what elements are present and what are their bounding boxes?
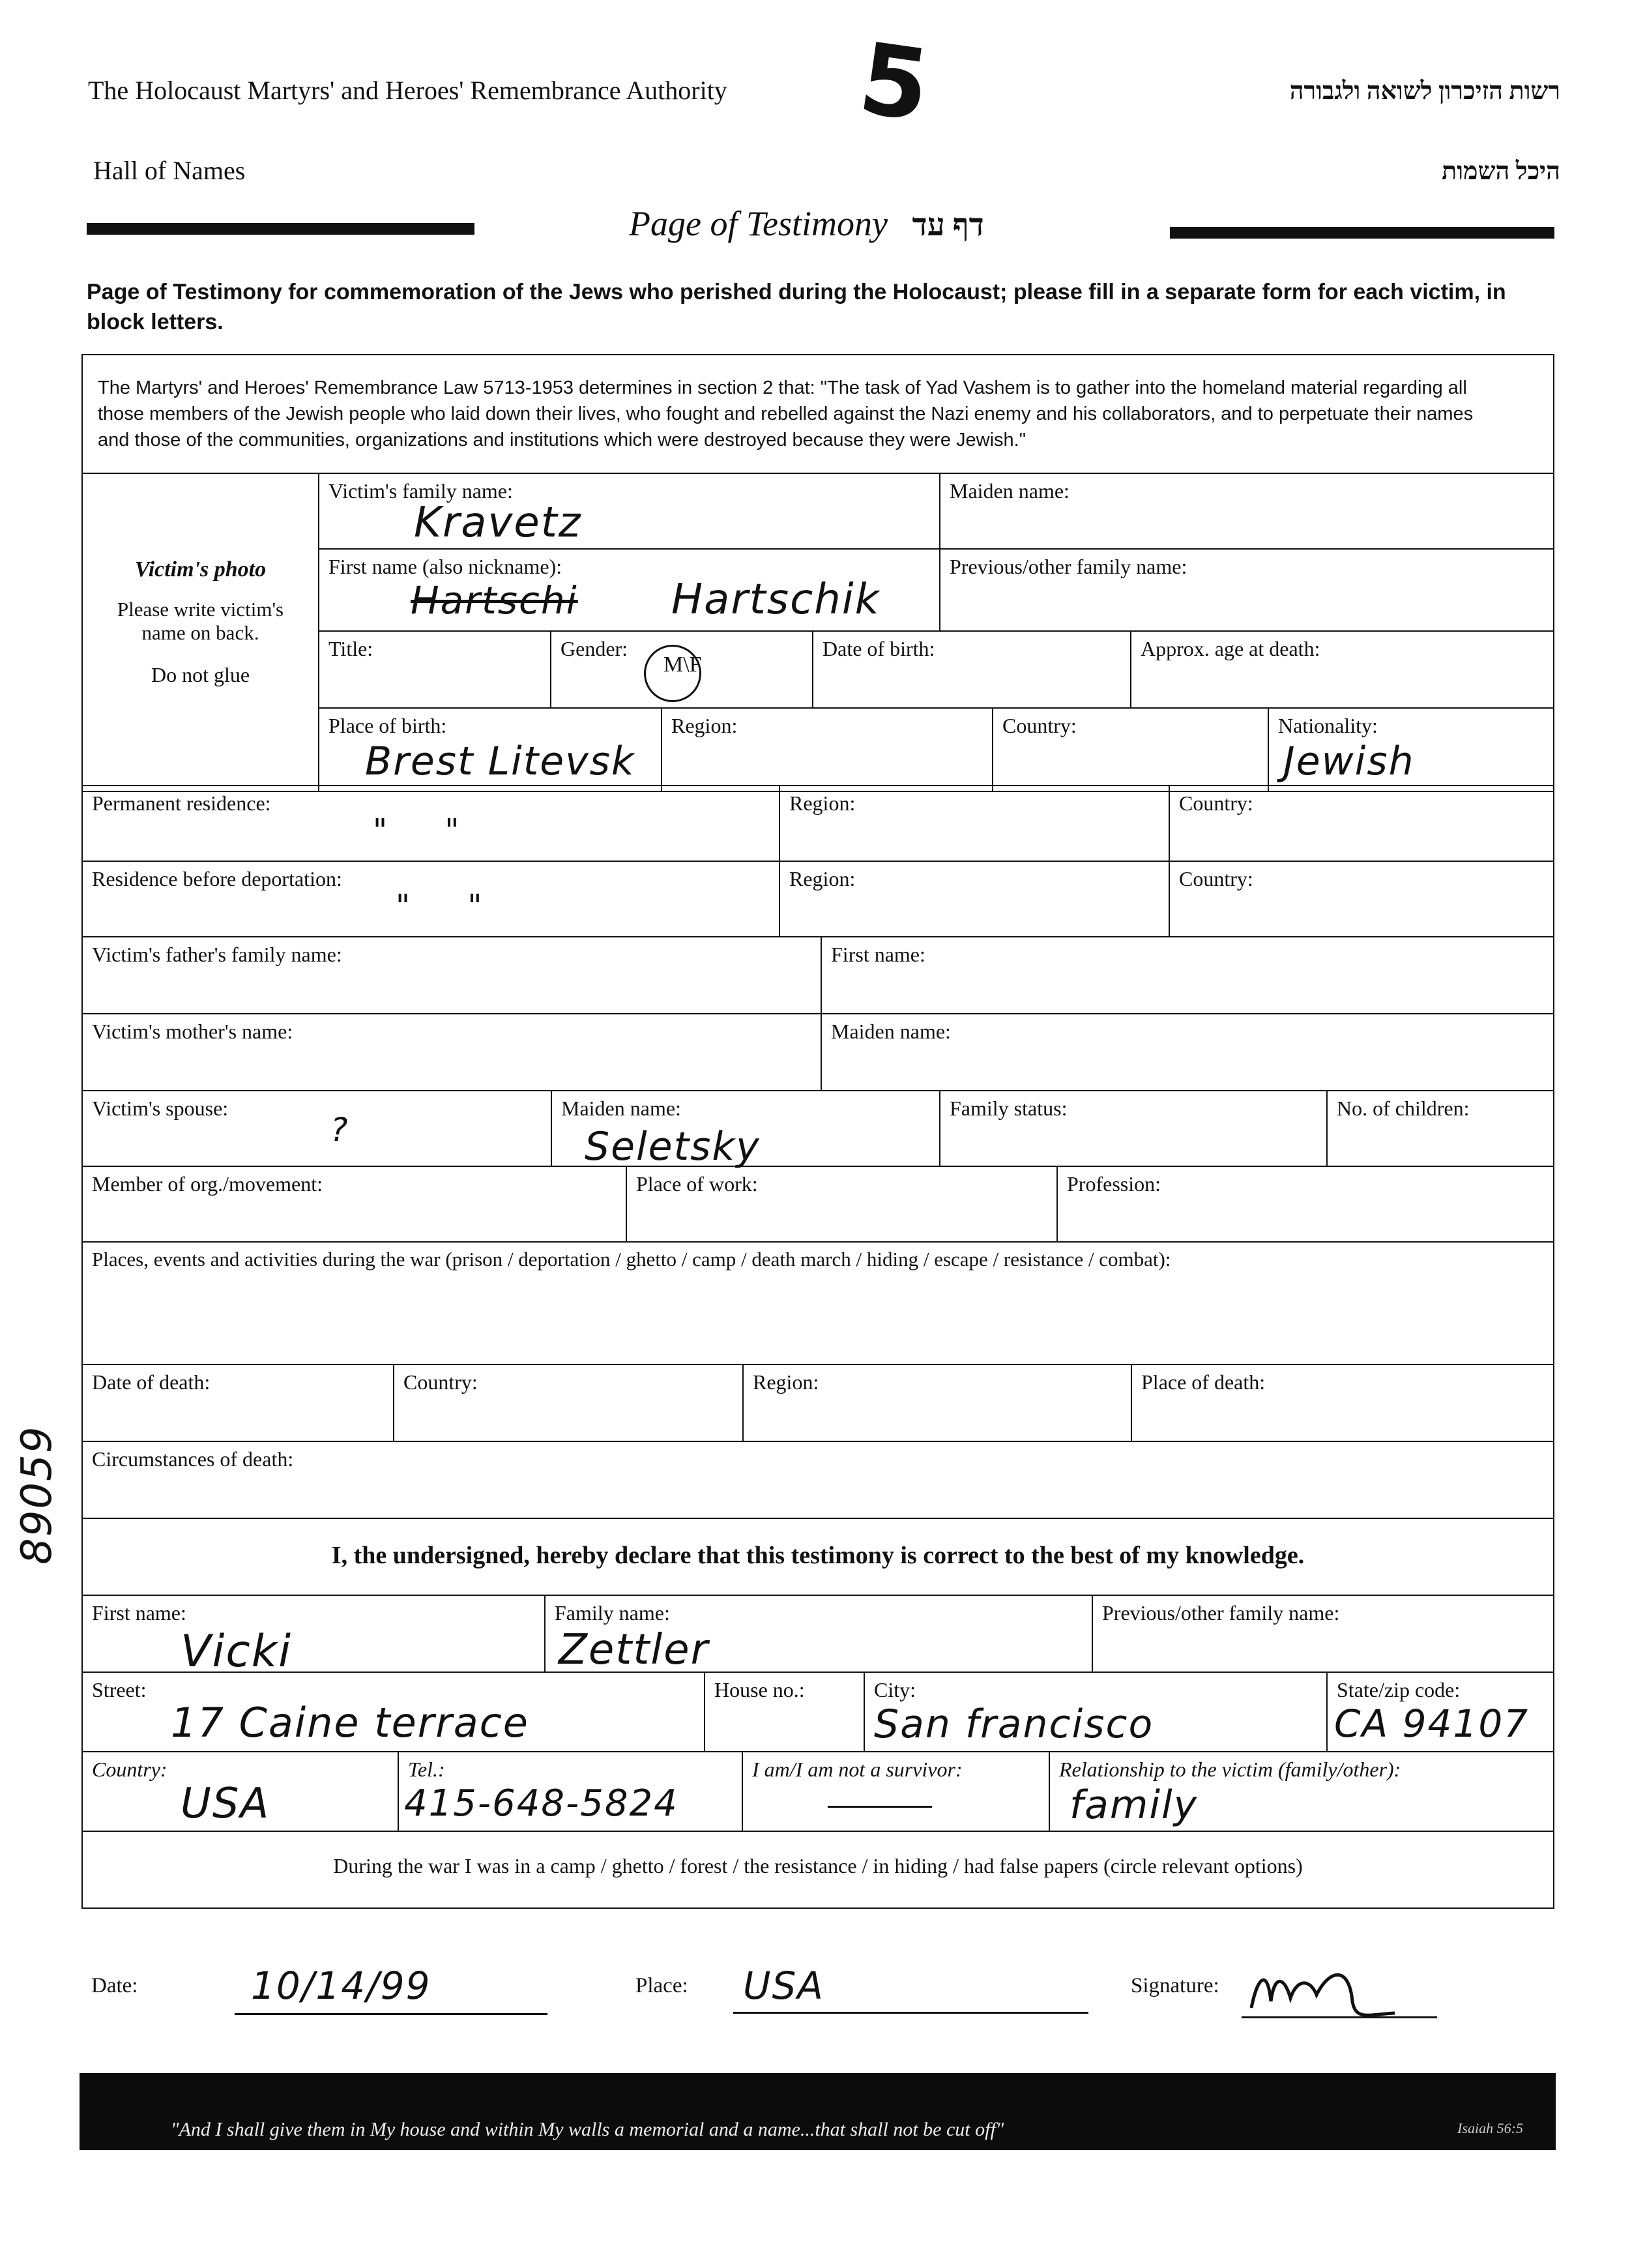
declaration-box <box>81 1518 1554 1596</box>
submitter-country-value: USA <box>181 1780 270 1828</box>
photo-glue-note: Do not glue <box>151 663 250 686</box>
relationship-value: family <box>1070 1782 1199 1828</box>
gender-label: Gender: <box>560 637 628 660</box>
perm-country-label: Country: <box>1179 791 1253 815</box>
org-name-en: The Holocaust Martyrs' and Heroes' Remembrance Authority <box>88 76 727 105</box>
first-name-field[interactable] <box>318 548 940 632</box>
date-underline <box>235 2013 547 2015</box>
war-options-text: During the war I was in a camp / ghetto / forest / the resistance / in hiding / had false papers (circle relevant options) <box>333 1854 1303 1878</box>
family-name-label: Victim's family name: <box>328 479 513 503</box>
death-country-label: Country: <box>403 1370 478 1394</box>
page-mark: 5 <box>852 22 936 144</box>
submitter-prev-label: Previous/other family name: <box>1102 1601 1340 1625</box>
war-options-box <box>81 1831 1554 1909</box>
res-before-region-label: Region: <box>789 867 856 891</box>
house-no-field[interactable] <box>704 1672 865 1752</box>
res-before-label: Residence before deportation: <box>92 867 342 891</box>
victim-photo-box <box>81 473 319 792</box>
places-war-field[interactable] <box>81 1241 1554 1365</box>
res-before-country-field[interactable] <box>1169 861 1554 937</box>
family-status-label: Family status: <box>950 1097 1068 1120</box>
street-field[interactable] <box>81 1672 705 1752</box>
signature-underline <box>1242 2016 1437 2018</box>
mother-name-field[interactable] <box>81 1013 822 1091</box>
nationality-field[interactable] <box>1268 707 1554 792</box>
birth-region-field[interactable] <box>661 707 993 792</box>
footer-quote: "And I shall give them in My house and within My walls a memorial and a name...that shall not be cut off" <box>171 2119 1004 2140</box>
spouse-value: ? <box>330 1111 349 1149</box>
title-field[interactable] <box>318 630 551 709</box>
pob-value: Brest Litevsk <box>365 739 635 784</box>
submitter-family-label: Family name: <box>555 1601 670 1625</box>
place-underline <box>733 2012 1088 2014</box>
header-rule-left <box>87 223 474 235</box>
pob-label: Place of birth: <box>328 714 447 737</box>
signature-scribble[interactable] <box>1238 1949 1408 2027</box>
gender-circle-mark <box>644 645 701 702</box>
first-name-struck: Hartschi <box>411 578 578 623</box>
profession-label: Profession: <box>1067 1172 1161 1196</box>
death-country-field[interactable] <box>393 1364 744 1442</box>
survivor-dash-mark <box>828 1806 932 1808</box>
street-label: Street: <box>92 1678 147 1701</box>
gender-field[interactable] <box>550 630 813 709</box>
birth-region-label: Region: <box>671 714 738 737</box>
place-of-work-label: Place of work: <box>636 1172 758 1196</box>
page-title-he: דף עד <box>912 208 984 243</box>
law-text: The Martyrs' and Heroes' Remembrance Law 5713-1953 determines in section 2 that: "The task of Yad Vashem is to gather into the homeland material regarding all those members of the Jewish people who laid down their lives, who fought and rebelled against the Nazi enemy and his collaborators, and to perpetuate their names and those of the communities, organizations and institutions which were destroyed because they were Jewish." <box>98 377 1474 450</box>
death-region-field[interactable] <box>742 1364 1132 1442</box>
first-name-value: Hartschik <box>671 576 881 624</box>
hall-name-he: היכל השמות <box>1442 158 1560 185</box>
res-before-value: " " <box>396 888 484 924</box>
dob-field[interactable] <box>812 630 1131 709</box>
perm-res-value: " " <box>373 812 461 849</box>
res-before-field[interactable] <box>81 861 780 937</box>
mother-maiden-field[interactable] <box>821 1013 1554 1091</box>
res-before-region-field[interactable] <box>779 861 1170 937</box>
submitter-family-value: Zettler <box>559 1626 709 1674</box>
circumstances-label: Circumstances of death: <box>92 1447 294 1471</box>
tel-value: 415-648-5824 <box>404 1782 678 1825</box>
survivor-label: I am/I am not a survivor: <box>752 1758 963 1781</box>
state-zip-value: CA 94107 <box>1334 1701 1530 1746</box>
father-family-field[interactable] <box>81 936 822 1014</box>
father-first-field[interactable] <box>821 936 1554 1014</box>
photo-note: Please write victim's name on back. <box>117 598 284 644</box>
street-value: 17 Caine terrace <box>171 1699 529 1746</box>
mother-name-label: Victim's mother's name: <box>92 1020 293 1043</box>
side-number: 89059 <box>13 1425 61 1565</box>
relationship-field[interactable] <box>1049 1751 1554 1832</box>
date-value[interactable]: 10/14/99 <box>251 1964 431 2008</box>
footer-source: Isaiah 56:5 <box>1457 2120 1523 2136</box>
perm-country-field[interactable] <box>1169 785 1554 862</box>
date-label: Date: <box>91 1974 138 1997</box>
member-org-label: Member of org./movement: <box>92 1172 323 1196</box>
submitter-first-value: Vicki <box>181 1626 293 1677</box>
nationality-value: Jewish <box>1283 739 1415 784</box>
family-status-field[interactable] <box>939 1090 1328 1167</box>
birth-country-field[interactable] <box>992 707 1269 792</box>
perm-region-label: Region: <box>789 791 856 815</box>
circumstances-field[interactable] <box>81 1441 1554 1519</box>
family-name-field[interactable] <box>318 473 940 550</box>
gender-options: M\F <box>663 653 702 677</box>
date-of-death-field[interactable] <box>81 1364 394 1442</box>
tel-label: Tel.: <box>408 1758 445 1781</box>
perm-region-field[interactable] <box>779 785 1170 862</box>
spouse-field[interactable] <box>81 1090 552 1167</box>
submitter-first-field[interactable] <box>81 1595 546 1677</box>
spouse-label: Victim's spouse: <box>92 1097 229 1120</box>
date-of-death-label: Date of death: <box>92 1370 211 1394</box>
place-value[interactable]: USA <box>743 1964 824 2008</box>
title-label: Title: <box>328 637 373 660</box>
maiden-name-field[interactable] <box>939 473 1554 550</box>
city-label: City: <box>874 1678 916 1701</box>
city-value: San francisco <box>874 1701 1154 1747</box>
prev-family-field[interactable] <box>939 548 1554 632</box>
footer-band <box>80 2073 1556 2150</box>
survivor-field[interactable] <box>742 1751 1050 1832</box>
prev-family-label: Previous/other family name: <box>950 555 1187 578</box>
age-death-label: Approx. age at death: <box>1141 637 1320 660</box>
profession-field[interactable] <box>1056 1166 1554 1243</box>
submitter-family-field[interactable] <box>544 1595 1093 1673</box>
place-of-birth-field[interactable] <box>318 707 662 792</box>
state-zip-field[interactable] <box>1326 1672 1554 1752</box>
place-of-work-field[interactable] <box>626 1166 1058 1243</box>
tel-field[interactable] <box>398 1751 743 1832</box>
submitter-first-label: First name: <box>92 1601 186 1625</box>
intro-text: Page of Testimony for commemoration of the Jews who perished during the Holocaust; please fill in a separate form for each victim, in block letters. <box>87 280 1506 334</box>
signature-label: Signature: <box>1131 1974 1219 1997</box>
death-region-label: Region: <box>753 1370 819 1394</box>
children-label: No. of children: <box>1337 1097 1470 1120</box>
place-of-death-field[interactable] <box>1131 1364 1554 1442</box>
children-field[interactable] <box>1326 1090 1554 1167</box>
submitter-country-label: Country: <box>92 1758 167 1781</box>
house-no-label: House no.: <box>714 1678 805 1701</box>
spouse-maiden-field[interactable] <box>551 1090 940 1170</box>
photo-title: Victim's photo <box>134 557 267 582</box>
submitter-country-field[interactable] <box>81 1751 399 1832</box>
spouse-maiden-value: Seletsky <box>585 1124 761 1170</box>
perm-res-label: Permanent residence: <box>92 791 271 815</box>
spouse-maiden-label: Maiden name: <box>561 1097 681 1120</box>
submitter-prev-field[interactable] <box>1092 1595 1554 1673</box>
org-name-he: רשות הזיכרון לשואה ולגבורה <box>1289 78 1560 105</box>
member-org-field[interactable] <box>81 1166 627 1243</box>
page-title: Page of Testimony דף עד <box>629 204 984 243</box>
birth-country-label: Country: <box>1002 714 1077 737</box>
maiden-name-label: Maiden name: <box>950 479 1070 503</box>
family-name-value: Kravetz <box>414 499 582 547</box>
relationship-label: Relationship to the victim (family/other): <box>1059 1758 1401 1781</box>
first-name-label: First name (also nickname): <box>328 555 562 578</box>
declaration-text: I, the undersigned, hereby declare that this testimony is correct to the best of my knowledge. <box>331 1542 1305 1569</box>
places-war-label: Places, events and activities during the war (prison / deportation / ghetto / camp / death march / hiding / escape / resistance / combat): <box>92 1248 1171 1271</box>
hall-name-en: Hall of Names <box>93 156 246 185</box>
place-of-death-label: Place of death: <box>1141 1370 1266 1394</box>
nationality-label: Nationality: <box>1278 714 1378 737</box>
state-zip-label: State/zip code: <box>1337 1678 1461 1701</box>
father-family-label: Victim's father's family name: <box>92 943 342 966</box>
header-rule-right <box>1170 227 1554 239</box>
perm-residence-field[interactable] <box>81 785 780 862</box>
age-death-field[interactable] <box>1130 630 1554 709</box>
city-field[interactable] <box>864 1672 1328 1752</box>
dob-label: Date of birth: <box>822 637 935 660</box>
father-first-label: First name: <box>831 943 925 966</box>
res-before-country-label: Country: <box>1179 867 1253 891</box>
mother-maiden-label: Maiden name: <box>831 1020 951 1043</box>
place-label: Place: <box>635 1974 688 1997</box>
